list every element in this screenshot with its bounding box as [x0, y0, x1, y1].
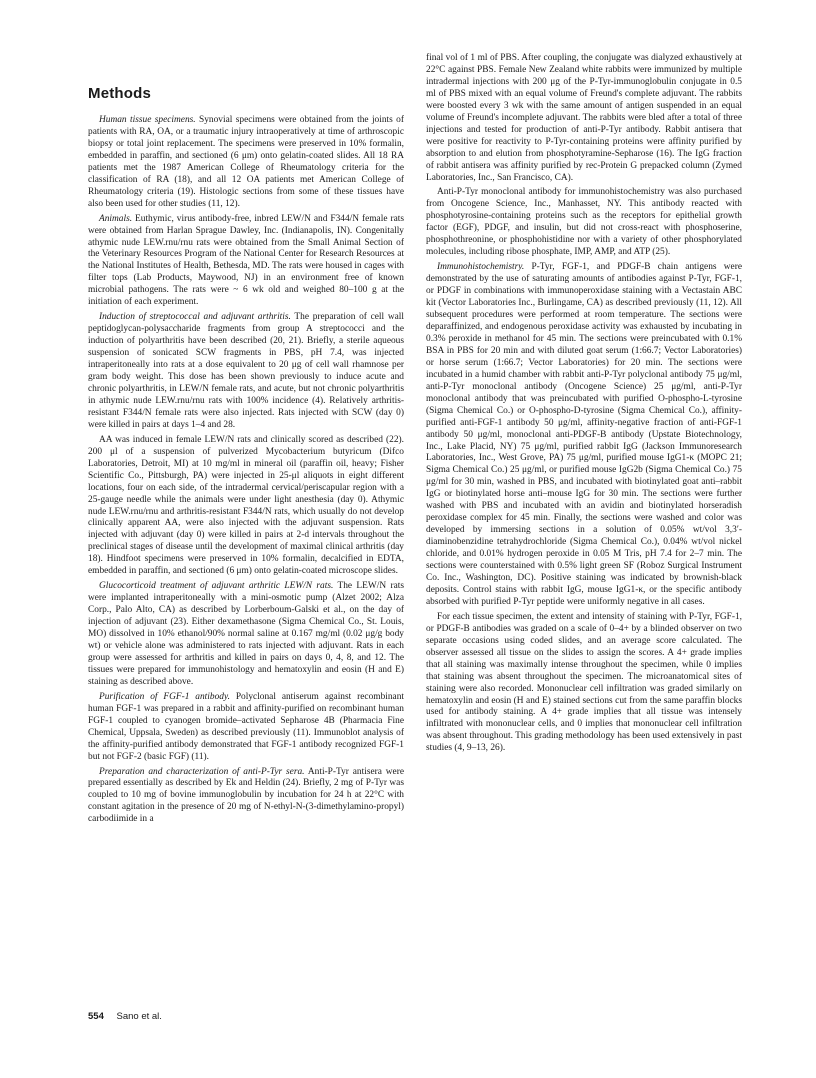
paragraph-text: Euthymic, virus antibody-free, inbred LEW/N and F344/N female rats were obtained from Harlan Sprague Dawley, Inc. (Indianapolis, IN). Congenitally athymic nude LEW.rnu/rnu rats were obtained from the Small Animal Section of the Veterinary Resources Program of the National Center for Research Resources at the National Institutes of Health, Bethesda, MD. The rats were housed in cages with filter tops (Lab Products, Maywood, NJ) in an environment free of known microbial pathogens. The rats were ~ 6 wk old and weighed 80–100 g at the initiation of each experiment.: [88, 213, 404, 308]
paragraph-text: Polyclonal antiserum against recombinant human FGF-1 was prepared in a rabbit and affinity-purified on recombinant human FGF-1 coupled to cyanogen bromide–activated Sepharose 4B (Pharmacia Fine Chemical, Uppsala, Sweden) as described previously (11). Immunoblot analysis of the affinity-purified antibody demonstrated that FGF-1 antibody recognized FGF-1 but not FGF-2 (basic FGF) (11).: [88, 691, 404, 762]
run-in-heading: Human tissue specimens.: [99, 115, 196, 125]
paragraph-monoclonal: Anti-P-Tyr monoclonal antibody for immunohistochemistry was also purchased from Oncogene Science, Inc., Manhasset, NY. This antibody reacted with phosphotyrosine-containing proteins such as the receptors for epithelial growth factor (EGF), PDGF, and insulin, but did not cross-react with phosphoserine, phosphothreonine, or phosphohistidine nor with a variety of other phosphorylated molecules, including ribose phosphate, IMP, AMP, and ATP (25).: [426, 187, 742, 258]
page-number: 554: [88, 1011, 104, 1022]
run-in-heading: Preparation and characterization of anti-P-Tyr sera.: [99, 766, 305, 777]
paragraph-text: Anti-P-Tyr antisera were prepared essentially as described by Ek and Heldin (24). Briefly, 2 mg of P-Tyr was coupled to 10 mg of bovine immunoglobulin by incubation for 24 h at 22°C with constant agitation in the presence of 20 mg of N-ethyl-N-(3-dimethylamino-propyl) carbodiimide in a: [88, 766, 404, 825]
paragraph-adjuvant-arthritis: AA was induced in female LEW/N rats and clinically scored as described (22). 200 μl of a suspension of pulverized Mycobacterium butyricum (Difco Laboratories, Detroit, MI) at 10 mg/ml in mineral oil (paraffin oil, heavy; Fisher Scientific Co., Pittsburgh, PA) were injected in 25-μl aliquots in eight different locations, four on each side, of the intradermal cervical/periscapular region with a 25-gauge needle while the animals were under light anesthesia (day 0). Athymic nude LEW.rnu/rnu and arthritis-resistant F344/N rats, which usually do not develop clinically apparent AA, were also injected with the adjuvant suspension. Rats injected with adjuvant (day 0) were killed in pairs at 2-d intervals throughout the preclinical stages of disease until the development of maximal clinical arthritis (day 18). Hindfoot specimens were preserved in 10% formalin, decalcified in EDTA, embedded in paraffin, and sectioned (6 μm) onto gelatin-coated microscope slides.: [88, 434, 404, 577]
run-in-heading: Induction of streptococcal and adjuvant arthritis.: [99, 312, 291, 323]
run-in-heading: Purification of FGF-1 antibody.: [99, 691, 230, 702]
run-in-heading: Animals.: [99, 213, 133, 224]
run-in-heading: Immunohistochemistry.: [437, 262, 525, 273]
paragraph-text: The LEW/N rats were implanted intraperitoneally with a mini-osmotic pump (Alzet 2002; Alza Corp., Palo Alto, CA) as described by Lorberboum-Galski et al., on the day of injection of adjuvant (23). Either dexamethasone (Sigma Chemical Co., St. Louis, MO) dissolved in 10% ethanol/90% normal saline at 0.167 mg/ml (0.02 μg/g body wt) or vehicle alone was administered to rats injected with adjuvant. Rats in each group were assessed for arthritis and killed in pairs on days 0, 4, 8, and 12. The tissues were prepared for immunohistology and hematoxylin and eosin (H and E) staining as described above.: [88, 581, 404, 687]
paragraph-fgf1-purification: [88, 692, 404, 764]
paragraph-animals: [88, 214, 404, 310]
run-in-heading: Glucocorticoid treatment of adjuvant arthritic LEW/N rats.: [99, 581, 334, 592]
paragraph-continued: final vol of 1 ml of PBS. After coupling, the conjugate was dialyzed exhaustively at 22°C against PBS. Female New Zealand white rabbits were immunized by multiple intradermal injections with 200 μg of the P-Tyr-immunoglobulin conjugate in 0.5 ml of PBS mixed with an equal volume of Freund's complete adjuvant. The rabbits were boosted every 3 wk with the same amount of antigen suspended in an equal volume of Freund's incomplete adjuvant. The rabbits were bled after a total of three injections and tested for production of anti-P-Tyr antibody. Rabbit antisera that were positive for reactivity to P-Tyr-containing proteins were affinity purified by absorption to and elution from phosphotyramine-Sepharose (16). The IgG fraction of rabbit antisera was affinity purified by rec-Protein G prepacked column (Zymed Laboratories, Inc., San Francisco, CA).: [426, 53, 742, 183]
left-column: [88, 115, 404, 826]
paragraph-text: P-Tyr, FGF-1, and PDGF-B chain antigens were demonstrated by the use of saturating amounts of antibodies against P-Tyr, FGF-1, or PDGF in combinations with immunoperoxidase staining with a Vectastain ABC kit (Vector Laboratories Inc., Burlingame, CA) as described previously (11, 12). All subsequent procedures were performed at room temperature. The sections were deparaffinized, and endogenous peroxidase activity was exhausted by incubating in 0.3% peroxide in methanol for 45 min. The sections were preincubated with 0.1% BSA in PBS for 20 min and with diluted goat serum (1:66.7; Vector Laboratories) or horse serum (1:66.7; Vector Laboratories) for 20 min. The sections were incubated in a humid chamber with rabbit anti-P-Tyr polyclonal antibody 75 μg/ml, anti-P-Tyr monoclonal antibody (Oncogene Science) 25 μg/ml, anti-P-Tyr monoclonal antibody that was preincubated with purified O-phospho-L-tyrosine (Sigma Chemical Co.) or O-phospho-D-tyrosine (Sigma Chemical Co.), affinity-purified anti-FGF-1 antibody 50 μg/ml, affinity-negative fraction of anti-FGF-1 antibody 50 μg/ml, monoclonal anti-PDGF-B antibody (Upstate Biotechnology, Inc., Lake Placid, NY) 75 μg/ml, purified rabbit IgG (Jackson Immunoresearch Laboratories, Inc., West Grove, PA) 75 μg/ml, purified mouse IgG1-κ (MOPC 21; Sigma Chemical Co.) 25 μg/ml, or purified mouse IgG2b (Sigma Chemical Co.) 75 μg/ml for 30 min, washed in PBS, and incubated with biotinylated goat anti–rabbit IgG or biotinylated horse anti–mouse IgG for 30 min. The sections were further washed with PBS and incubated with an avidin and biotinylated horseradish peroxidase complex for 45 min. Finally, the sections were washed and color was developed by immersing sections in a solution of 0.05% wt/vol 3,3′-diaminobenzidine tetrahydrochloride (Sigma Chemical Co.), 0.04% wt/vol nickel chloride, and 0.01% hydrogen peroxide in 0.05 M Tris, pH 7.4 for 2–7 min. The sections were counterstained with 0.5% light green SF (Roboz Surgical Instrument Co. Inc., Washington, DC). Positive staining was indicated by brownish-black deposits. Control stains with rabbit IgG, mouse IgG1-κ, or the specific antibody absorbed with purified P-Tyr peptide were uniformly negative in all cases.: [426, 262, 742, 607]
right-column: [426, 53, 742, 755]
section-heading: Methods: [88, 85, 152, 102]
paragraph-text: Synovial specimens were obtained from the joints of patients with RA, OA, or a traumatic injury intraoperatively at time of arthroscopic biopsy or total joint replacement. The specimens were preserved in 10% formalin, embedded in paraffin, and sectioned (6 μm) onto gelatin-coated slides. All 18 RA patients met the 1987 American College of Rheumatology criteria for the classification of RA (18), and all 12 OA patients met American College of Rheumatology criteria (19). Histologic sections from some of these tissues have also been used for other studies (11, 12).: [88, 115, 404, 209]
paragraph-arthritis-induction: [88, 312, 404, 432]
paragraph-human-tissue: [88, 115, 404, 211]
running-authors: Sano et al.: [116, 1011, 162, 1022]
paragraph-glucocorticoid: [88, 581, 404, 689]
paragraph-immunohistochemistry: [426, 262, 742, 609]
paragraph-grading: For each tissue specimen, the extent and intensity of staining with P-Tyr, FGF-1, or PDGF-B antibodies was graded on a scale of 0–4+ by a blinded observer on two separate occasions using coded slides, and an average score calculated. The observer assessed all tissue on the slides to assign the scores. A 4+ grade implies that all staining was maximally intense throughout the specimen, while 0 implies that staining was absent throughout the specimen. The microanatomical sites of staining were also recorded. Mononuclear cell infiltration was graded similarly on hematoxylin and eosin (H and E) stained sections cut from the same paraffin blocks used for antibody staining. A 4+ grade implies that all tissue was intensely infiltrated with mononuclear cells, and 0 implies that mononuclear cell infiltration was absent throughout. This grading methodology has been used extensively in past studies (4, 9–13, 26).: [426, 611, 742, 754]
page-footer: [88, 1011, 162, 1022]
paragraph-text: The preparation of cell wall peptidoglycan-polysaccharide fragments from group A streptococci and the induction of polyarthritis have been described (20, 21). Briefly, a sterile aqueous suspension of sonicated SCW fragments in PBS, pH 7.4, was injected intraperitoneally into rats at a dose equivalent to 20 μg of cell wall rhamnose per gram body weight. This dose has been shown previously to induce acute and chronic polyarthritis, in LEW/N female rats, and acute, but not chronic polyarthritis in athymic nude LEW.rnu/rnu rats with 100% incidence (4). Relatively arthritis-resistant F344/N female rats were also injected. Rats injected with SCW (day 0) were killed in pairs at days 1–4 and 28.: [88, 312, 404, 430]
paragraph-anti-ptyr-sera: [88, 767, 404, 827]
